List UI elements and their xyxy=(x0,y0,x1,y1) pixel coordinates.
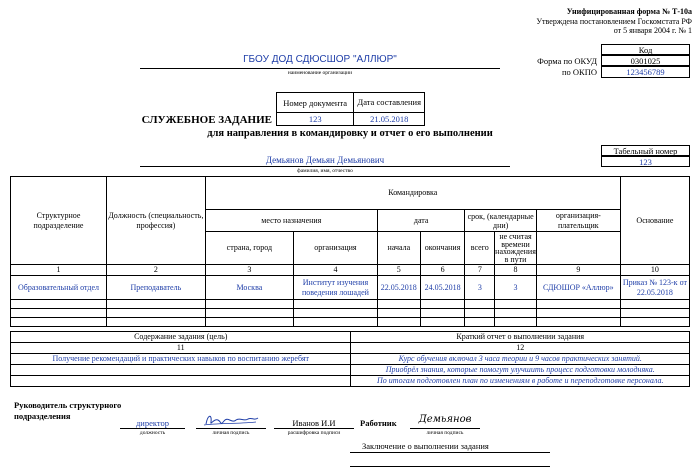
cell-total: 3 xyxy=(465,276,495,300)
column-numbers-row xyxy=(11,265,690,276)
form-header-line3: от 5 января 2004 г. № 1 xyxy=(613,26,692,35)
conclusion-label: Заключение о выполнении задания xyxy=(362,441,489,451)
head-position: директор xyxy=(120,418,185,429)
col-term: срок, (календарные дни) xyxy=(465,210,536,232)
empty-row xyxy=(11,300,690,309)
form-header-line1: Унифицированная форма № Т-10а xyxy=(566,7,692,16)
doc-date-value: 21.05.2018 xyxy=(354,113,425,126)
empty-row xyxy=(11,309,690,318)
col-num: 5 xyxy=(377,265,420,276)
okpo-label: по ОКПО xyxy=(561,67,597,77)
form-header xyxy=(440,7,692,36)
organization-name: ГБОУ ДОД СДЮСШОР "АЛЛЮР" xyxy=(140,54,500,69)
col-end: окончания xyxy=(420,232,465,265)
cell-end: 24.05.2018 xyxy=(420,276,465,300)
okpo-value: 123456789 xyxy=(601,66,690,78)
col-org: организация xyxy=(294,232,378,265)
col-basis: Основание xyxy=(620,177,689,265)
cell-org: Институт изучения поведения лошадей xyxy=(294,276,378,300)
col-position: Должность (специальность, профессия) xyxy=(107,177,206,265)
col-date: дата xyxy=(377,210,465,232)
report-line-1: Курс обучения включал 3 часа теории и 9 часов практических занятий. xyxy=(351,354,690,365)
task-num: 11 xyxy=(11,343,351,354)
head-signature xyxy=(196,418,266,429)
cell-position: Преподаватель xyxy=(107,276,206,300)
document-subtitle: для направления в командировку и отчет о его выполнении xyxy=(207,128,493,139)
col-total: всего xyxy=(465,232,495,265)
cell-notravel: 3 xyxy=(495,276,537,300)
form-header-line2: Утверждена постановлением Госкомстата РФ xyxy=(536,16,692,26)
col-num: 4 xyxy=(294,265,378,276)
signature-icon xyxy=(196,412,266,428)
col-num: 7 xyxy=(465,265,495,276)
col-trip: Командировка xyxy=(205,177,620,210)
employee-name: Демьянов Демьян Демьянович xyxy=(140,155,510,167)
head-label: Руководитель структурного подразделения xyxy=(14,400,122,421)
report-header: Краткий отчет о выполнении задания xyxy=(351,332,690,343)
col-dest: место назначения xyxy=(205,210,377,232)
col-num: 1 xyxy=(11,265,107,276)
worker-sign-caption: личная подпись xyxy=(426,430,464,436)
kod-header: Код xyxy=(601,44,690,55)
tab-number-value: 123 xyxy=(601,156,690,167)
doc-number-value: 123 xyxy=(277,113,354,126)
head-name: Иванов И.И xyxy=(274,418,354,429)
document-number-table xyxy=(276,92,425,126)
tab-number-label: Табельный номер xyxy=(601,145,690,156)
cell-basis: Приказ № 123-к от 22.05.2018 xyxy=(620,276,689,300)
task-text: Получение рекомендаций и практических навыков по воспитанию жеребят xyxy=(11,354,351,365)
cell-start: 22.05.2018 xyxy=(377,276,420,300)
col-num: 10 xyxy=(620,265,689,276)
col-notravel: не считая времени нахождения в пути xyxy=(495,232,536,264)
sign-caption: личная подпись xyxy=(212,430,250,436)
worker-label: Работник xyxy=(360,418,397,428)
report-line-3: По итогам подготовлен план по изменениям в работе и переподготовке персонала. xyxy=(351,376,690,387)
empty-row xyxy=(11,318,690,327)
doc-date-label: Дата составления xyxy=(354,93,425,113)
col-num: 3 xyxy=(205,265,293,276)
cell-struct: Образовательный отдел xyxy=(11,276,107,300)
col-payer-empty xyxy=(536,232,620,265)
task-header: Содержание задания (цель) xyxy=(11,332,351,343)
col-num: 9 xyxy=(536,265,620,276)
col-num: 2 xyxy=(107,265,206,276)
col-city: страна, город xyxy=(205,232,293,265)
task-empty xyxy=(11,365,351,376)
worker-signature: Демьянов xyxy=(410,414,480,429)
employee-caption: фамилия, имя, отчество xyxy=(297,168,353,174)
col-start: начала xyxy=(377,232,420,265)
report-num: 12 xyxy=(351,343,690,354)
cell-payer: СДЮШОР «Аллюр» xyxy=(536,276,620,300)
name-caption: расшифровка подписи xyxy=(287,430,341,436)
organization-caption: наименование организации xyxy=(287,70,353,76)
task-empty xyxy=(11,376,351,387)
conclusion-line-1 xyxy=(350,452,550,453)
col-struct: Структурное подразделение xyxy=(11,177,107,265)
task-report-table xyxy=(10,331,690,387)
conclusion-line-2 xyxy=(350,466,550,467)
col-num: 8 xyxy=(495,265,537,276)
col-payer: организация-плательщик xyxy=(536,210,620,232)
trip-table xyxy=(10,176,690,327)
okud-value: 0301025 xyxy=(601,55,690,66)
table-row xyxy=(11,276,690,300)
cell-city: Москва xyxy=(205,276,293,300)
report-line-2: Приобрёл знания, которые помогут улучшить процесс подготовки молодняка. xyxy=(351,365,690,376)
okud-label: Форма по ОКУД xyxy=(537,56,597,66)
document-title: СЛУЖЕБНОЕ ЗАДАНИЕ xyxy=(141,114,272,126)
position-caption: должность xyxy=(139,430,166,436)
doc-number-label: Номер документа xyxy=(277,93,354,113)
col-num: 6 xyxy=(420,265,465,276)
